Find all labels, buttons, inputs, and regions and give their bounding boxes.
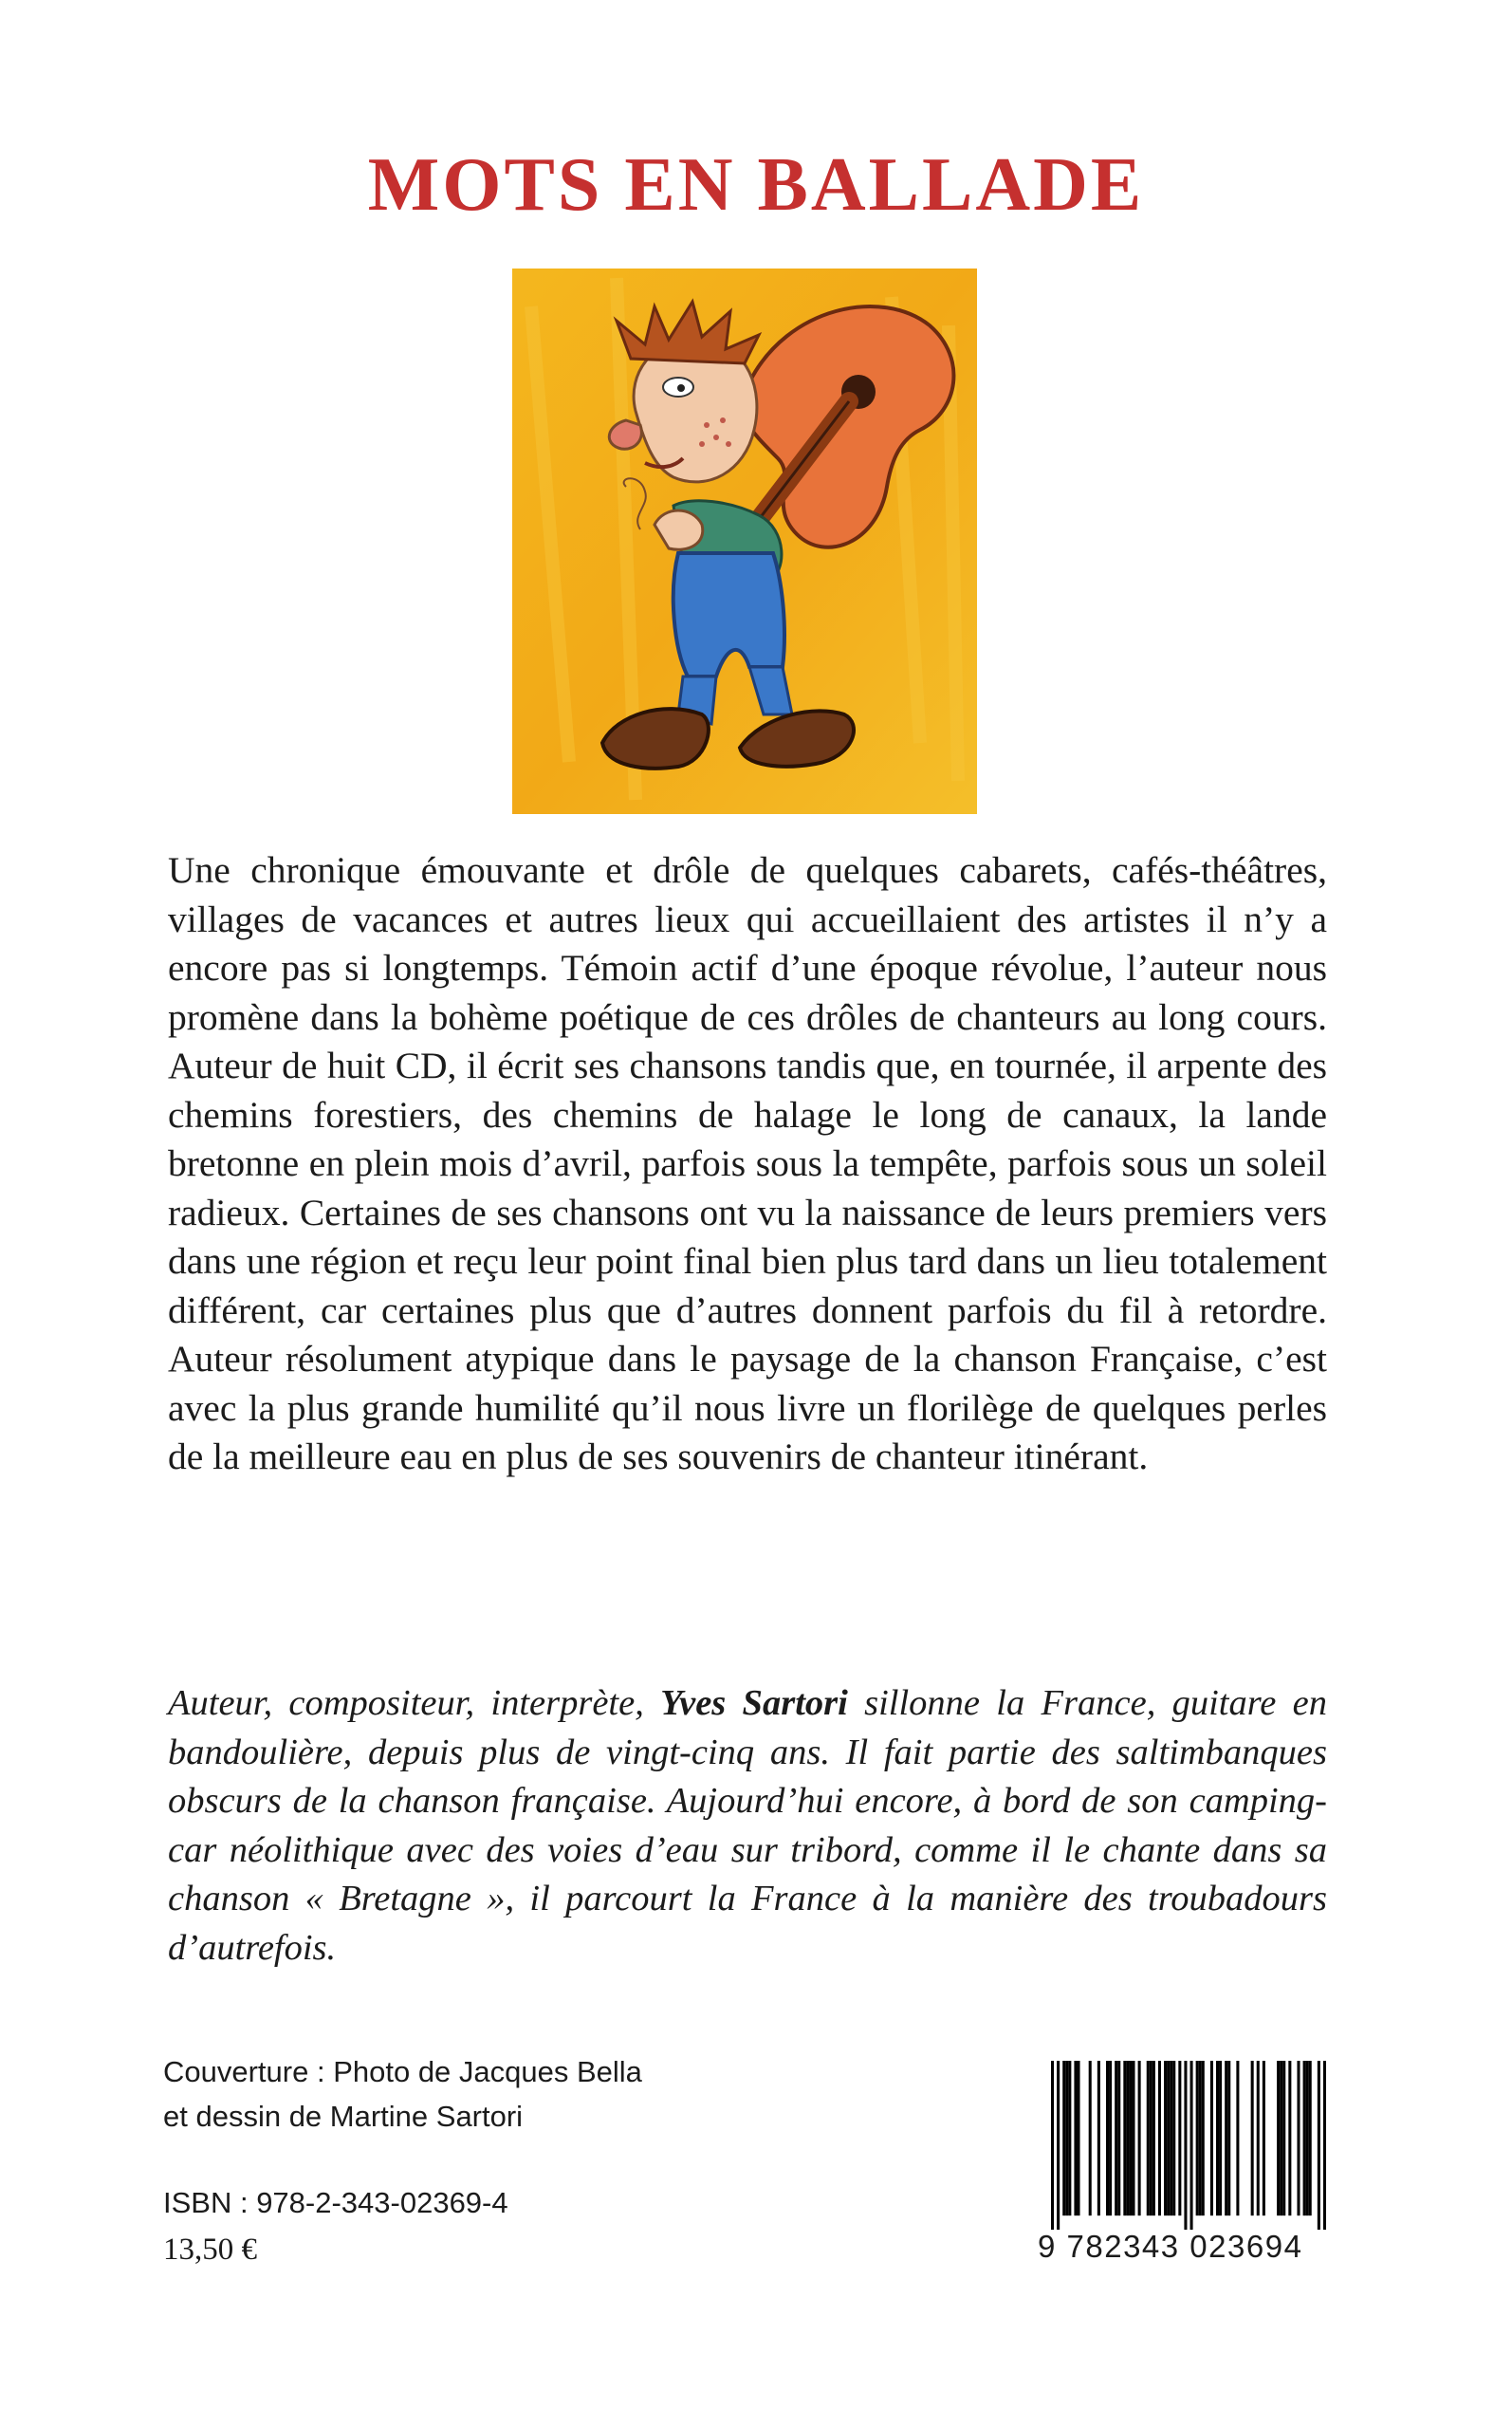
isbn: ISBN : 978-2-343-02369-4 xyxy=(163,2186,508,2219)
author-bio-text: sillonne la France, guitare en bandoulière, depuis plus de vingt-cinq ans. Il fait partie des saltimbanques obscurs de la chanson française. Aujourd’hui encore, à bord de son camping-car néolithique avec des voies d’eau sur tribord, comme il le chante dans sa chanson « Bretagne », il parcourt la France à la manière des troubadours d’autrefois. xyxy=(168,1683,1327,1968)
barcode-bar xyxy=(1158,2061,1161,2215)
barcode-bar xyxy=(1057,2061,1060,2230)
barcode-bar xyxy=(1077,2061,1079,2215)
barcode-bar xyxy=(1097,2061,1100,2215)
barcode-bar xyxy=(1225,2061,1227,2215)
barcode-bar xyxy=(1106,2061,1109,2215)
barcode-bar xyxy=(1123,2061,1126,2215)
barcode-bar xyxy=(1152,2061,1155,2215)
barcode-bar xyxy=(1190,2061,1193,2230)
cover-illustration xyxy=(512,269,977,814)
barcode-bar xyxy=(1068,2061,1071,2215)
barcode-bar xyxy=(1132,2061,1134,2215)
barcode-bar xyxy=(1257,2061,1260,2215)
barcode-bar xyxy=(1089,2061,1092,2215)
barcode-bar xyxy=(1309,2061,1312,2215)
barcode-bar xyxy=(1129,2061,1132,2215)
price: 13,50 € xyxy=(163,2233,257,2267)
author-name: Yves Sartori xyxy=(660,1683,848,1723)
barcode-bar xyxy=(1147,2061,1150,2215)
barcode xyxy=(1038,2061,1326,2270)
barcode-bar xyxy=(1167,2061,1170,2215)
barcode-bar xyxy=(1280,2061,1282,2215)
barcode-bar xyxy=(1288,2061,1291,2215)
barcode-bar xyxy=(1210,2061,1213,2215)
barcode-bar xyxy=(1202,2061,1205,2215)
barcode-bar xyxy=(1051,2061,1054,2230)
barcode-bar xyxy=(1318,2061,1320,2230)
barcode-bar xyxy=(1323,2061,1326,2230)
barcode-bar xyxy=(1306,2061,1309,2215)
cover-credits xyxy=(163,2049,827,2139)
barcode-bar xyxy=(1150,2061,1152,2215)
barcode-bar xyxy=(1065,2061,1068,2215)
barcode-bar xyxy=(1303,2061,1306,2215)
barcode-bar xyxy=(1227,2061,1230,2215)
barcode-bars xyxy=(1051,2061,1326,2230)
author-bio-intro: Auteur, compositeur, interprète, xyxy=(168,1683,661,1723)
barcode-bar xyxy=(1109,2061,1112,2215)
barcode-bar xyxy=(1216,2061,1219,2215)
cover-credit-drawing: et dessin de Martine Sartori xyxy=(163,2100,524,2133)
barcode-bar xyxy=(1170,2061,1172,2215)
barcode-bar xyxy=(1062,2061,1065,2215)
barcode-bar xyxy=(1126,2061,1129,2215)
barcode-bar xyxy=(1282,2061,1285,2215)
barcode-bar xyxy=(1115,2061,1117,2215)
barcode-bar xyxy=(1164,2061,1167,2215)
barcode-bar xyxy=(1184,2061,1187,2230)
barcode-bar xyxy=(1172,2061,1175,2215)
author-bio xyxy=(168,1679,1327,1973)
barcode-bar xyxy=(1138,2061,1141,2215)
barcode-bar xyxy=(1219,2061,1222,2215)
barcode-bar xyxy=(1277,2061,1280,2215)
barcode-bar xyxy=(1196,2061,1199,2215)
barcode-bar xyxy=(1074,2061,1077,2215)
barcode-bar xyxy=(1117,2061,1120,2215)
barcode-bar xyxy=(1236,2061,1239,2215)
barcode-bar xyxy=(1178,2061,1181,2215)
barcode-bar xyxy=(1199,2061,1202,2215)
book-title: MOTS EN BALLADE xyxy=(367,143,1145,227)
barcode-bar xyxy=(1251,2061,1254,2215)
barcode-bar xyxy=(1263,2061,1265,2215)
cover-credit-photo: Couverture : Photo de Jacques Bella xyxy=(163,2055,642,2088)
barcode-digits: 9 782343 023694 xyxy=(1038,2229,1303,2264)
troubadour-drawing xyxy=(512,269,977,814)
book-summary: Une chronique émouvante et drôle de quelques cabarets, cafés-théâtres, villages de vacances et autres lieux qui accueillaient des artistes il n’y a encore pas si longtemps. Témoin actif d’une époque révolue, l’auteur nous promène dans la bohème poétique de ces drôles de chanteurs au long cours. Auteur de huit CD, il écrit ses chansons tandis que, en tournée, il arpente des chemins forestiers, des chemins de halage le long de canaux, la lande bretonne en plein mois d’avril, parfois sous la tempête, parfois sous un soleil radieux. Certaines de ses chansons ont vu la naissance de leurs premiers vers dans une région et reçu leur point final bien plus tard dans un lieu totalement différent, car certaines plus que d’autres donnent parfois du fil à retordre. Auteur résolument atypique dans le paysage de la chanson Française, c’est avec la plus grande humilité qu’il nous livre un florilège de quelques perles de la meilleure eau en plus de ses souvenirs de chanteur itinérant. xyxy=(168,849,1327,1477)
barcode-bar xyxy=(1297,2061,1300,2215)
